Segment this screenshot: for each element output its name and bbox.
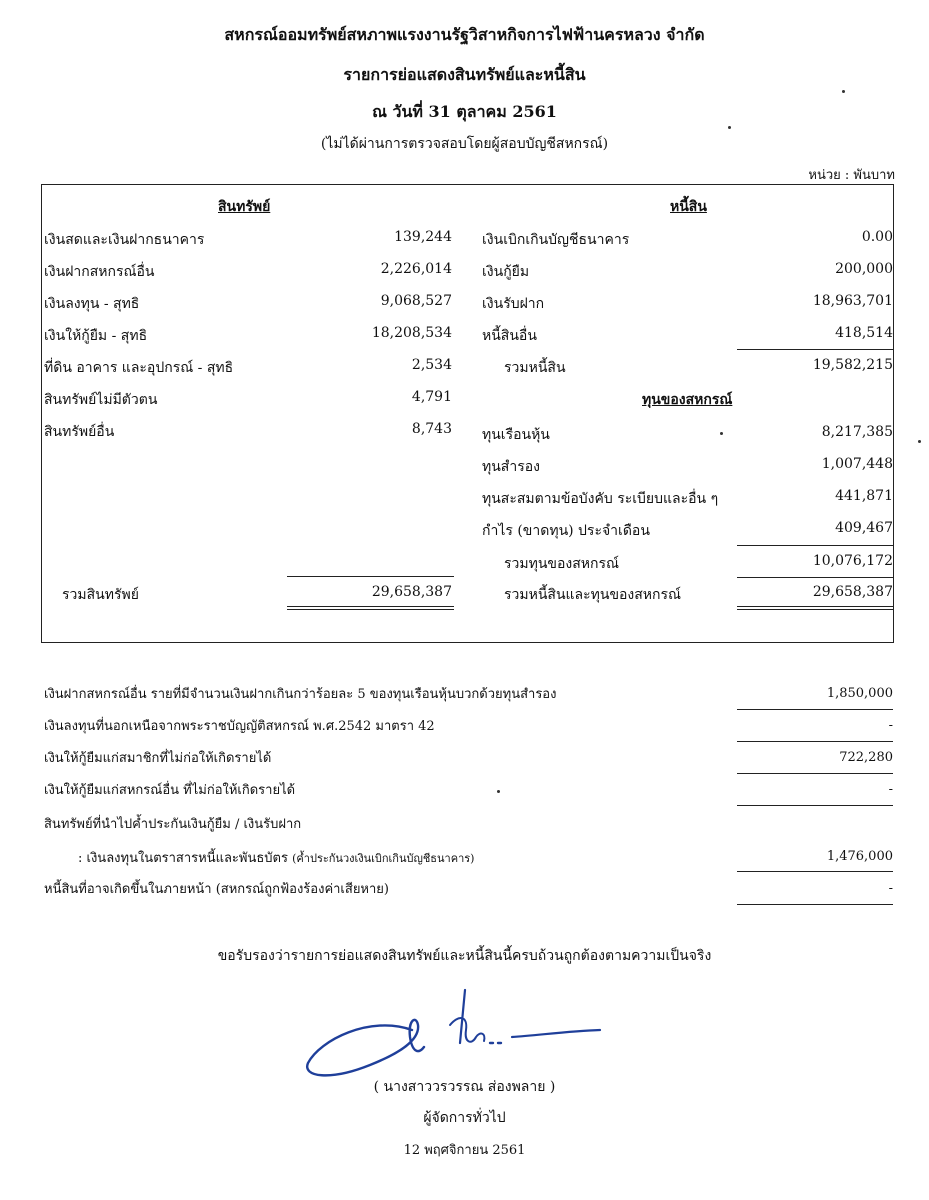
asset-value: 8,743 [411,421,452,437]
grand-total-label: รวมหนี้สินและทุนของสหกรณ์ [504,587,682,603]
liabilities-heading: หนี้สิน [670,199,707,215]
audit-note: (ไม่ได้ผ่านการตรวจสอบโดยผู้สอบบัญชีสหกรณ์) [320,136,609,152]
scan-speck [918,440,921,443]
equity-value: 409,467 [835,520,893,536]
equity-label: กำไร (ขาดทุน) ประจำเดือน [482,523,650,539]
note-rule [737,741,893,742]
statement-box [41,184,894,643]
note-rule [737,709,893,710]
note-label [78,847,474,868]
signer-title: ผู้จัดการทั่วไป [423,1110,506,1126]
org-name: สหกรณ์ออมทรัพย์สหภาพแรงงานรัฐวิสาหกิจการไฟฟ้านครหลวง จำกัด [224,25,705,44]
grand-total-rule [737,577,893,578]
asset-value: 4,791 [411,389,452,405]
scan-speck [728,126,731,129]
liability-label: หนี้สินอื่น [482,328,537,344]
scan-speck [497,790,500,793]
asset-value: 18,208,534 [371,325,452,341]
note-label: เงินลงทุนที่นอกเหนือจากพระราชบัญญัติสหกรณ์ พ.ศ.2542 มาตรา 42 [44,719,435,734]
grand-total-double-rule [737,606,893,610]
note-rule [737,871,893,872]
equity-label: ทุนเรือนหุ้น [482,427,550,443]
liability-label: เงินกู้ยืม [482,264,530,280]
note-label: เงินให้กู้ยืมแก่สหกรณ์อื่น ที่ไม่ก่อให้เกิดรายได้ [44,783,296,798]
liabilities-total-label: รวมหนี้สิน [504,360,566,376]
asset-value: 9,068,527 [380,293,452,309]
note-label: เงินฝากสหกรณ์อื่น รายที่มีจำนวนเงินฝากเกินกว่าร้อยละ 5 ของทุนเรือนหุ้นบวกด้วยทุนสำรอง [44,687,557,702]
scan-speck [842,90,845,93]
liabilities-total-rule [737,349,893,350]
equity-label: ทุนสำรอง [482,459,540,475]
note-value: - [888,881,893,896]
liability-label: เงินรับฝาก [482,296,545,312]
assets-total-rule [287,576,454,577]
asset-label: เงินฝากสหกรณ์อื่น [44,264,155,280]
asset-value: 2,534 [411,357,452,373]
note-sublabel-main: : เงินลงทุนในตราสารหนี้และพันธบัตร [78,851,288,866]
liability-value: 0.00 [861,229,893,245]
as-of-date: ณ วันที่ 31 ตุลาคม 2561 [372,102,557,121]
note-label: สินทรัพย์ที่นำไปค้ำประกันเงินกู้ยืม / เงินรับฝาก [44,817,302,832]
asset-value: 2,226,014 [380,261,452,277]
liability-label: เงินเบิกเกินบัญชีธนาคาร [482,232,630,248]
asset-label: สินทรัพย์ไม่มีตัวตน [44,392,158,408]
liabilities-total-value: 19,582,215 [812,357,893,373]
note-sublabel-paren: (ค้ำประกันวงเงินเบิกเกินบัญชีธนาคาร) [292,852,475,865]
report-date: 12 พฤศจิกายน 2561 [403,1143,526,1158]
assets-heading: สินทรัพย์ [218,199,271,215]
assets-total-label: รวมสินทรัพย์ [62,587,139,603]
asset-label: เงินสดและเงินฝากธนาคาร [44,232,205,248]
note-label: เงินให้กู้ยืมแก่สมาชิกที่ไม่ก่อให้เกิดรายได้ [44,751,272,766]
liability-value: 18,963,701 [812,293,893,309]
equity-total-label: รวมทุนของสหกรณ์ [504,556,619,572]
note-value: - [888,782,893,797]
grand-total-value: 29,658,387 [812,584,893,600]
report-title: รายการย่อแสดงสินทรัพย์และหนี้สิน [343,65,586,84]
equity-value: 441,871 [835,488,893,504]
equity-heading: ทุนของสหกรณ์ [642,392,733,408]
note-value: - [888,718,893,733]
equity-total-value: 10,076,172 [812,553,893,569]
equity-value: 1,007,448 [821,456,893,472]
asset-label: เงินให้กู้ยืม - สุทธิ [44,328,148,344]
liability-value: 200,000 [835,261,893,277]
note-label: หนี้สินที่อาจเกิดขึ้นในภายหน้า (สหกรณ์ถูกฟ้องร้องค่าเสียหาย) [44,882,389,897]
asset-label: ที่ดิน อาคาร และอุปกรณ์ - สุทธิ [44,360,234,376]
note-rule [737,904,893,905]
note-value: 1,476,000 [826,849,893,864]
asset-label: เงินลงทุน - สุทธิ [44,296,140,312]
signature [300,985,610,1085]
assets-total-value: 29,658,387 [371,584,452,600]
note-rule [737,773,893,774]
scan-speck [720,432,723,435]
note-rule [737,805,893,806]
note-value: 1,850,000 [826,686,893,701]
certification-text: ขอรับรองว่ารายการย่อแสดงสินทรัพย์และหนี้สินนี้ครบถ้วนถูกต้องตามความเป็นจริง [217,948,712,964]
assets-total-double-rule [287,606,454,610]
note-value: 722,280 [839,750,893,765]
unit-label: หน่วย : พันบาท [808,168,895,183]
liability-value: 418,514 [835,325,893,341]
equity-value: 8,217,385 [821,424,893,440]
asset-label: สินทรัพย์อื่น [44,424,115,440]
equity-label: ทุนสะสมตามข้อบังคับ ระเบียบและอื่น ๆ [482,491,719,507]
asset-value: 139,244 [394,229,452,245]
signer-name: ( นางสาววรวรรณ ส่องพลาย ) [373,1079,556,1095]
equity-total-rule [737,545,893,546]
